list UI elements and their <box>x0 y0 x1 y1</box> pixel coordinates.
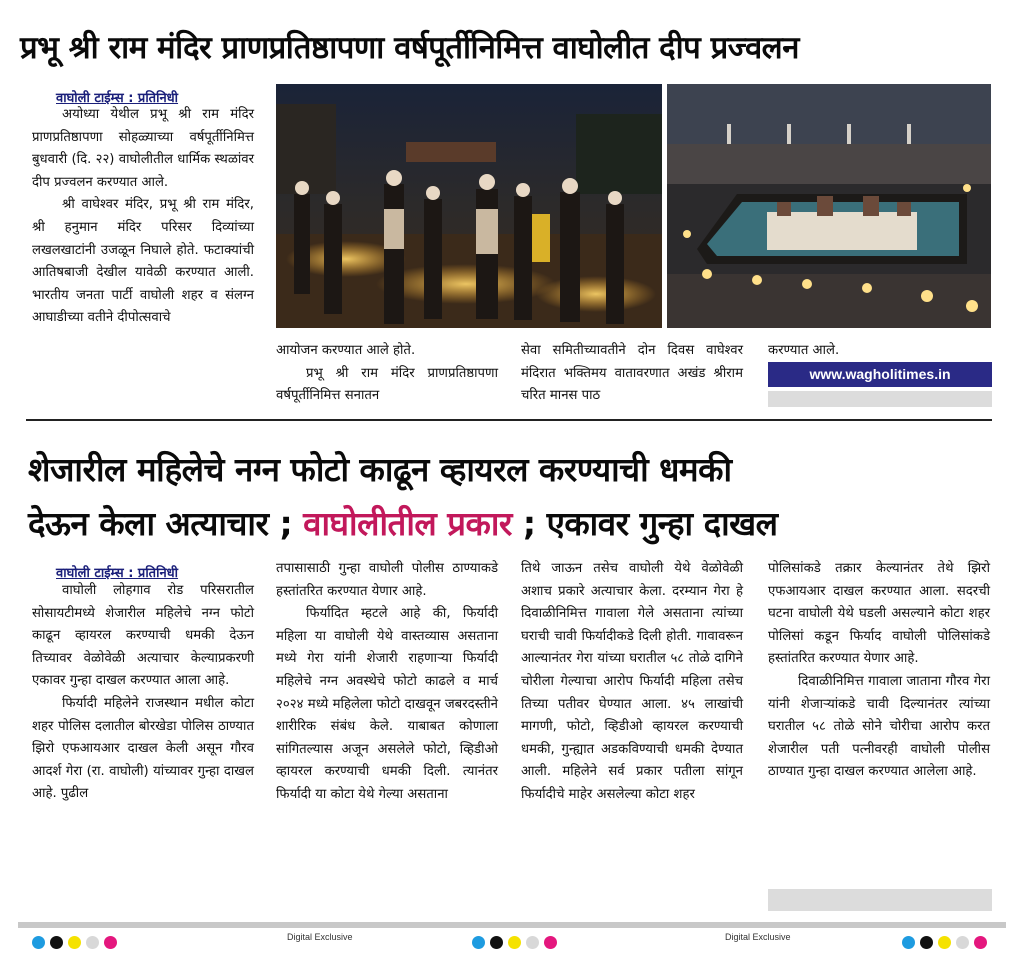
footer-label-right: Digital Exclusive <box>725 932 791 942</box>
photo-crowd-diyas <box>276 84 662 328</box>
registration-dot <box>920 936 933 949</box>
color-registration-dots-left <box>32 936 117 949</box>
paragraph: पोलिसांकडे तक्रार केल्यानंतर तेथे झिरो एफआयआर दाखल करण्यात आला. सदरची घटना वाघोली येथे घडली असल्याने कोटा शहर पोलिसां कडून फिर्याद वाघोली पोलिसांकडे हस्तांतरित करण्यात येणार आहे. <box>768 561 990 667</box>
headline-2-pre: देऊन केला अत्याचार ; <box>28 504 293 543</box>
photo-rangoli-lamps-art <box>667 84 991 328</box>
headline-2-line-2 <box>28 500 998 548</box>
byline-2: वाघोली टाईम्स : प्रतिनिधी <box>56 566 179 581</box>
registration-dot <box>490 936 503 949</box>
paragraph: अयोध्या येथील प्रभू श्री राम मंदिर प्राणप्रतिष्ठापणा सोहळ्याच्या वर्षपूर्तीनिमित्त बुधवारी (दि. २२) वाघोलीतील धार्मिक स्थळांवर दीप प्रज्वलन करण्यात आले. <box>32 107 254 190</box>
paragraph: सेवा समितीच्यावतीने दोन दिवस वाघेश्वर मंदिरात भक्तिमय वातावरणात अखंड श्रीराम चरित मानस पाठ <box>521 343 743 404</box>
headline-2-line-1: शेजारील महिलेचे नग्न फोटो काढून व्हायरल करण्याची धमकी <box>28 450 732 489</box>
paragraph: आयोजन करण्यात आले होते. <box>276 343 416 358</box>
article2-column-1 <box>32 580 254 806</box>
registration-dot <box>974 936 987 949</box>
byline-1: वाघोली टाईम्स : प्रतिनिधी <box>56 91 179 106</box>
article2-column-3 <box>521 558 743 807</box>
paragraph: दिवाळीनिमित्त गावाला जाताना गौरव गेरा यांनी शेजाऱ्यांकडे चावी दिल्यानंतर त्यांच्या घरातील ५८ तोळे सोने चोरीचा आरोप करत शेजारील पती पत्नीवरही वाघोली पोलीस ठाण्यात गुन्हा दाखल करण्यात आलेला आहे. <box>768 673 990 780</box>
registration-dot <box>956 936 969 949</box>
gray-filler-box <box>768 391 992 407</box>
footer-label-left: Digital Exclusive <box>287 932 353 942</box>
photo-crowd-diyas-art <box>276 84 662 328</box>
paragraph: तिथे जाऊन तसेच वाघोली येथे वेळोवेळी अशाच प्रकारे अत्याचार केला. दरम्यान गेरा हे दिवाळीनिमित्त गावाला गेले असताना त्यांच्या घराची चावी फिर्यादीकडे दिली होती. गावावरून आल्यानंतर गेरा यांच्या घरातील ५८ तोळे दागिने चोरीला गेल्याचा आरोप फिर्यादी महिला तसेच तिच्या पतीवर घेण्यात आला. ४५ लाखांची मागणी, फोटो, व्हिडीओ व्हायरल करण्याची धमकी, गुन्ह्यात अडकविण्याची धमकी देण्यात आली. महिलेने सर्व प्रकार पतीला सांगून फिर्यादीचे माहेर असलेल्या कोटा शहर <box>521 561 743 802</box>
section-divider <box>26 419 992 421</box>
article2-column-2 <box>276 558 498 807</box>
article2-column-4 <box>768 558 990 784</box>
article1-column-4 <box>768 340 990 363</box>
website-banner: www.wagholitimes.in <box>768 362 992 387</box>
paragraph: फिर्यादी महिलेने राजस्थान मधील कोटा शहर पोलिस दलातील बोरखेडा पोलिस ठाण्यात झिरो एफआयआर दाखल केली असून गौरव आदर्श गेरा (रा. वाघोली) यांच्यावर गुन्हा दाखल आहे. पुढील <box>32 695 254 802</box>
article1-column-2 <box>276 340 498 408</box>
headline-1: प्रभू श्री राम मंदिर प्राणप्रतिष्ठापणा वर्षपूर्तीनिमित्त वाघोलीत दीप प्रज्वलन <box>20 30 799 66</box>
registration-dot <box>526 936 539 949</box>
registration-dot <box>938 936 951 949</box>
color-registration-dots-right <box>902 936 987 949</box>
paragraph: तपासासाठी गुन्हा वाघोली पोलीस ठाण्याकडे हस्तांतरित करण्यात येणार आहे. <box>276 561 498 599</box>
paragraph: करण्यात आले. <box>768 343 840 358</box>
headline-2-post: ; एकावर गुन्हा दाखल <box>522 504 778 543</box>
color-registration-dots-center <box>472 936 557 949</box>
registration-dot <box>472 936 485 949</box>
registration-dot <box>32 936 45 949</box>
registration-dot <box>104 936 117 949</box>
headline-2-accent: वाघोलीतील प्रकार <box>303 504 512 543</box>
paragraph: श्री वाघेश्वर मंदिर, प्रभू श्री राम मंदिर, श्री हनुमान मंदिर परिसर दिव्यांच्या लखलखाटांनी उजळून निघाले होते. फटाक्यांची आतिषबाजी देखील यावेळी करण्यात आली. भारतीय जनता पार्टी वाघोली शहर व संलग्न आघाडीच्या वतीने दीपोत्सवाचे <box>32 197 254 326</box>
article1-column-3 <box>521 340 743 408</box>
article1-column-1 <box>32 104 254 330</box>
gray-filler-box-2 <box>768 889 992 911</box>
paragraph: फिर्यादित म्हटले आहे की, फिर्यादी महिला या वाघोली येथे वास्तव्यास असताना मध्ये गेरा यांनी शेजारी राहणाऱ्या फिर्यादी महिलेचे नग्न अवस्थेचे फोटो काढले व मार्च २०२४ मध्ये महिलेला फोटो दाखवून जबरदस्तीने शारीरिक संबंध केले. याबाबत कोणाला सांगितल्यास अजून असलेले फोटो, व्हिडीओ व्हायरल करण्याची धमकी दिली. त्यानंतर फिर्यादी या कोटा येथे गेल्या असताना <box>276 606 498 802</box>
photo-rangoli-lamps <box>667 84 991 328</box>
footer-bar <box>18 922 1006 928</box>
paragraph: वाघोली लोहगाव रोड परिसरातील सोसायटीमध्ये शेजारील महिलेचे नग्न फोटो काढून व्हायरल करण्याची धमकी देऊन तिच्यावर वेळोवेळी अत्याचार केल्याप्रकरणी एकावर गुन्हा दाखल करण्यात आला आहे. <box>32 583 254 689</box>
registration-dot <box>902 936 915 949</box>
registration-dot <box>544 936 557 949</box>
paragraph: प्रभू श्री राम मंदिर प्राणप्रतिष्ठापणा वर्षपूर्तीनिमित्त सनातन <box>276 365 498 404</box>
registration-dot <box>68 936 81 949</box>
registration-dot <box>86 936 99 949</box>
registration-dot <box>50 936 63 949</box>
registration-dot <box>508 936 521 949</box>
